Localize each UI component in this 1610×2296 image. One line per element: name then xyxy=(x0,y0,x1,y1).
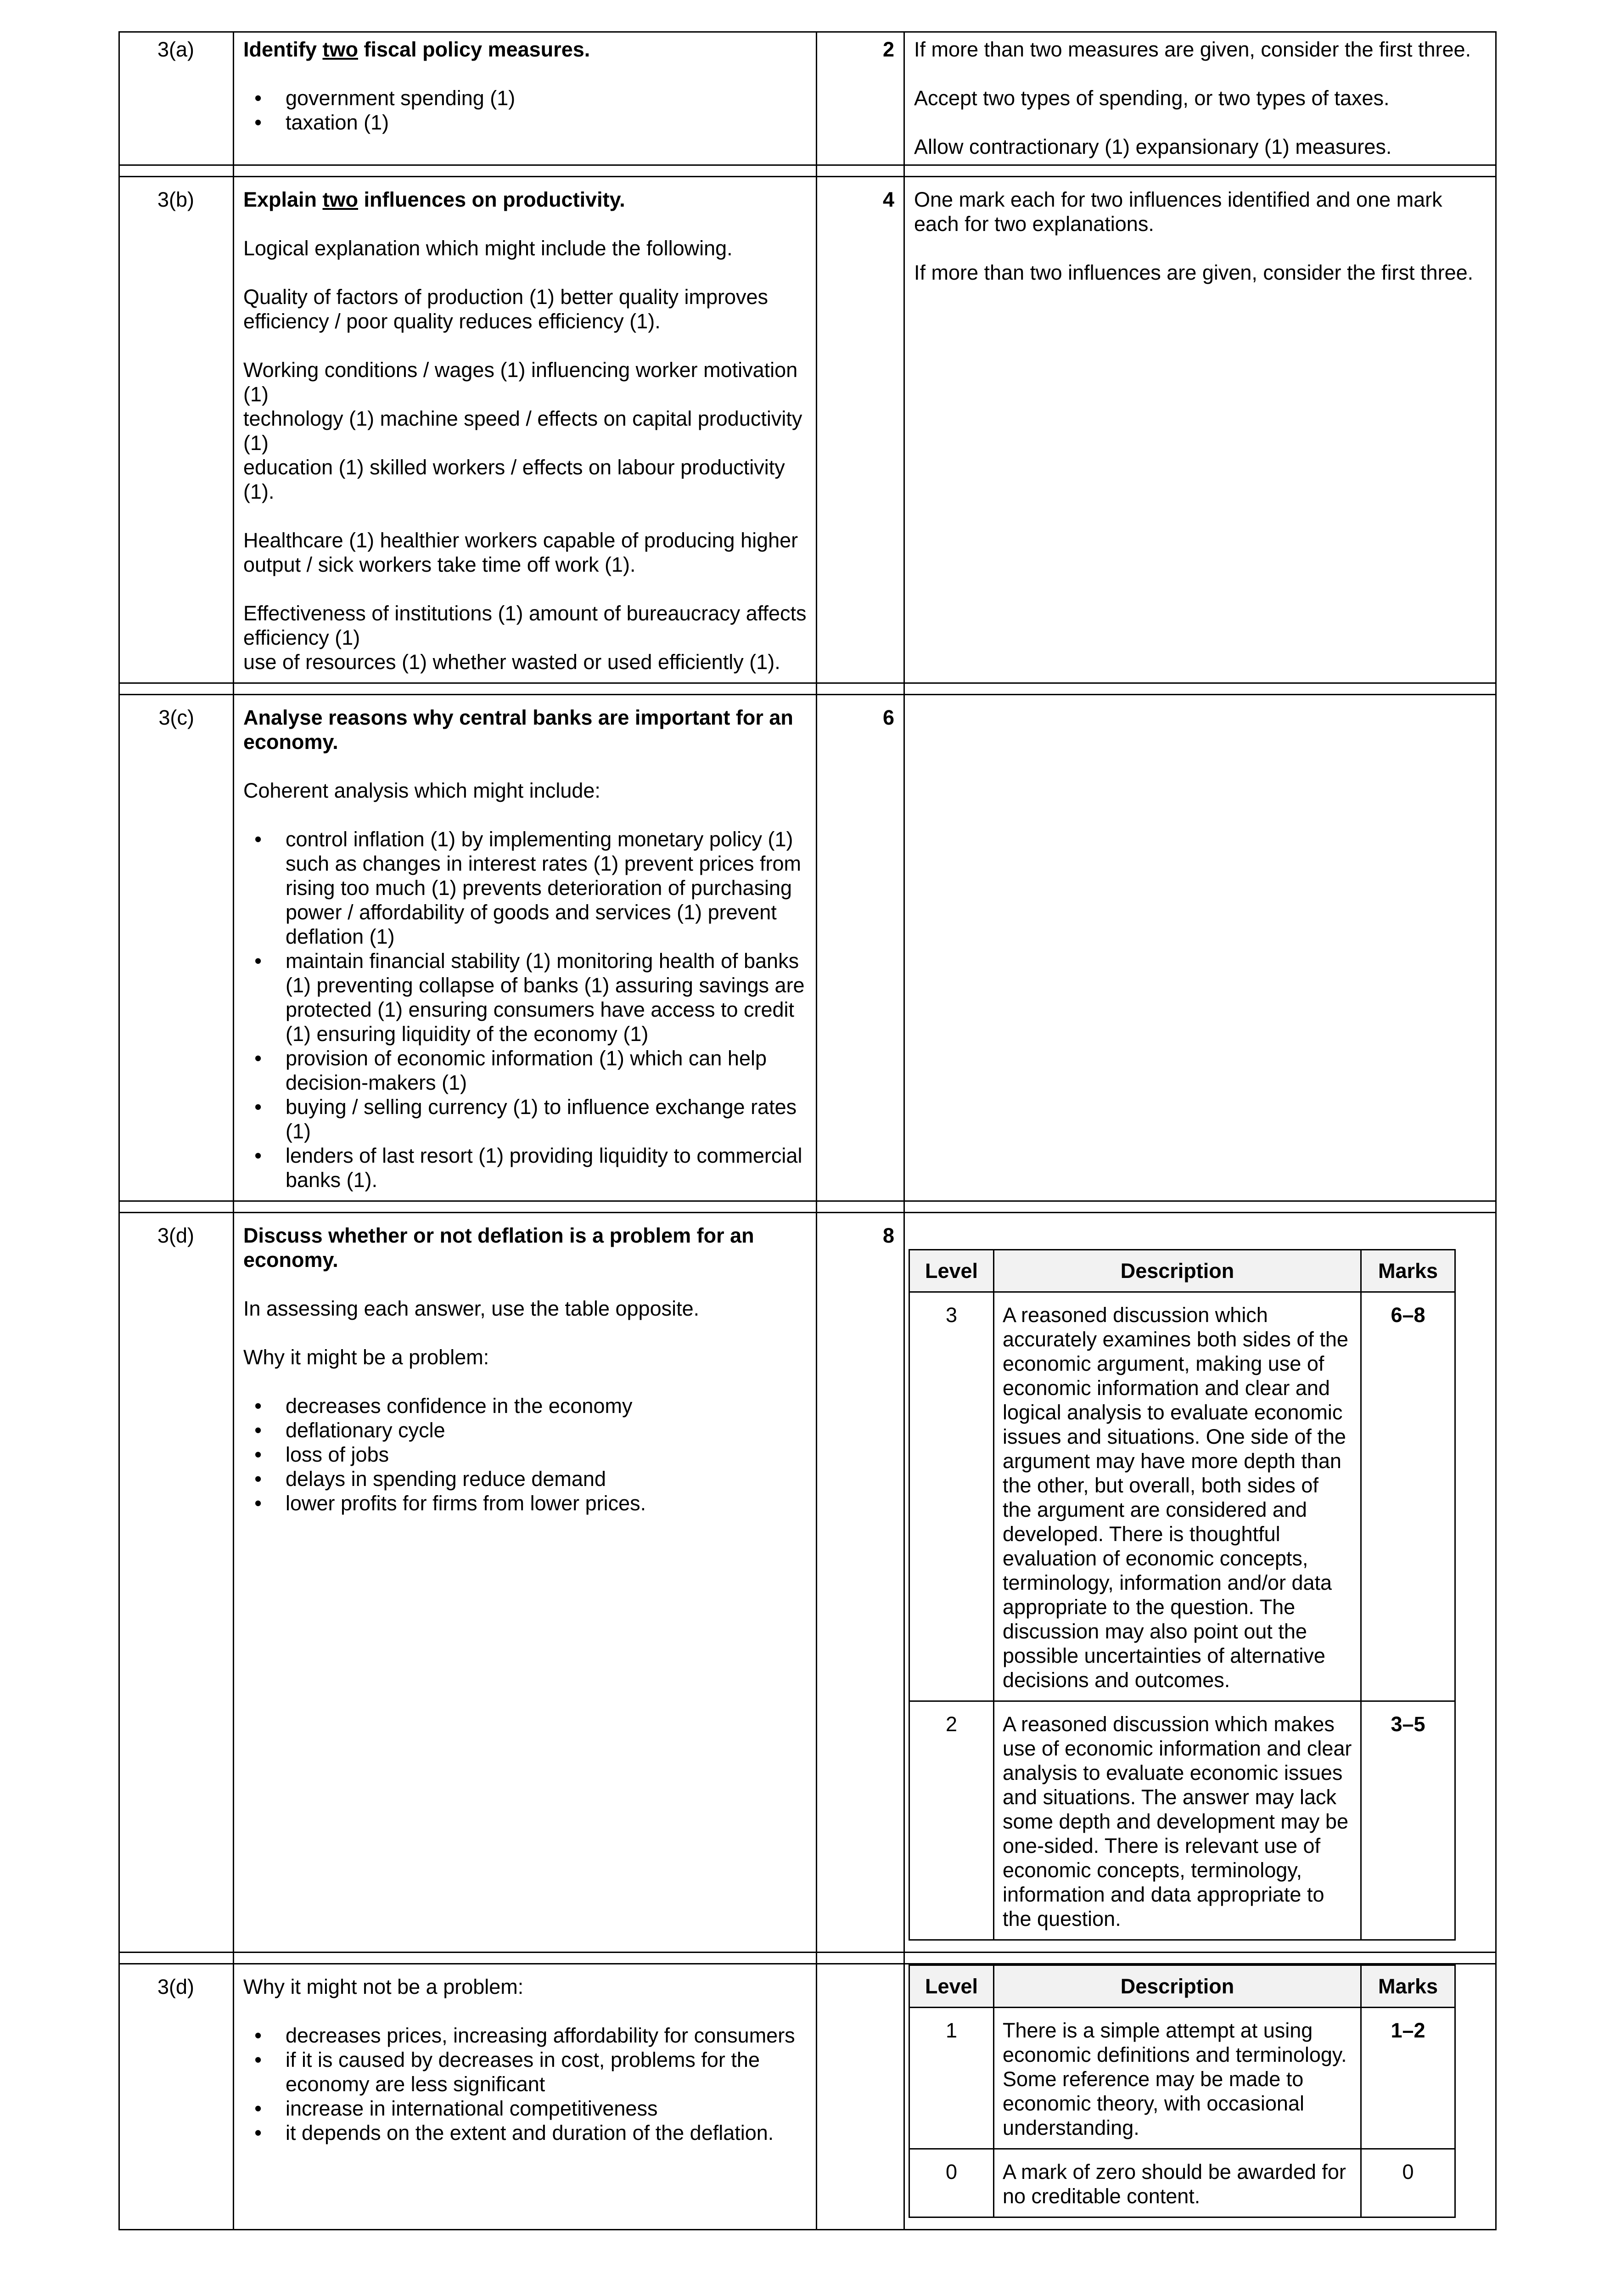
marks: 8 xyxy=(817,1213,904,1953)
question-number: 3(c) xyxy=(119,695,234,1201)
list-item: • taxation (1) xyxy=(286,110,807,135)
level-marks: 1–2 xyxy=(1361,2008,1455,2149)
answer-cell xyxy=(234,32,817,165)
list-item: • increase in international competitiveness xyxy=(286,2096,807,2121)
description-header: Description xyxy=(994,1250,1361,1292)
guidance-cell xyxy=(904,1964,1496,2230)
answer-paragraph: Working conditions / wages (1) influencing worker motivation (1) technology (1) machine speed / effects on capital productivity (1) education (1) skilled workers / effects on labour productivity (1). xyxy=(243,358,802,503)
list-item: • provision of economic information (1) which can help decision-makers (1) xyxy=(286,1046,807,1095)
guidance-text: If more than two influences are given, consider the first three. xyxy=(914,261,1474,284)
level-header: Level xyxy=(909,1965,994,2008)
answer-paragraph: Effectiveness of institutions (1) amount of bureaucracy affects efficiency (1) use of resources (1) whether wasted or used efficiently (1). xyxy=(243,602,807,674)
row-3d xyxy=(119,1213,1496,1953)
level-header: Level xyxy=(909,1250,994,1292)
guidance-cell xyxy=(904,695,1496,1201)
question-number: 3(d) xyxy=(119,1964,234,2230)
level-description: A mark of zero should be awarded for no creditable content. xyxy=(994,2149,1361,2217)
guidance-cell xyxy=(904,177,1496,683)
list-item: • lower profits for firms from lower prices. xyxy=(286,1491,807,1515)
list-item: • delays in spending reduce demand xyxy=(286,1467,807,1491)
level-row xyxy=(909,1701,1455,1940)
row-3b xyxy=(119,177,1496,683)
marks: 6 xyxy=(817,695,904,1201)
list-item: • loss of jobs xyxy=(286,1442,807,1467)
row-3d-continued xyxy=(119,1964,1496,2230)
mark-scheme xyxy=(118,31,1495,2230)
marks-header: Marks xyxy=(1361,1250,1455,1292)
guidance-cell xyxy=(904,1213,1496,1953)
answer-list xyxy=(243,86,807,135)
level-table-header xyxy=(909,1250,1455,1292)
question-text: Identify two fiscal policy measures. xyxy=(243,38,590,61)
marks-header: Marks xyxy=(1361,1965,1455,2008)
answer-cell xyxy=(234,177,817,683)
list-item: • buying / selling currency (1) to influence exchange rates (1) xyxy=(286,1095,807,1143)
level-marks: 3–5 xyxy=(1361,1701,1455,1940)
list-item: • decreases prices, increasing affordability for consumers xyxy=(286,2023,807,2048)
subheading: Why it might not be a problem: xyxy=(243,1975,524,1998)
level-table xyxy=(909,1249,1456,1941)
level-table xyxy=(909,1964,1456,2218)
marks: 2 xyxy=(817,32,904,165)
intro-text: Coherent analysis which might include: xyxy=(243,779,600,802)
list-item: • maintain financial stability (1) monitoring health of banks (1) preventing collapse of banks (1) assuring savings are protected (1) ensuring consumers have access to credit (1) ensuring liquidity of the economy (1) xyxy=(286,949,807,1046)
question-number: 3(a) xyxy=(119,32,234,165)
intro-text: Logical explanation which might include the following. xyxy=(243,236,733,260)
intro-text: In assessing each answer, use the table opposite. xyxy=(243,1297,700,1320)
list-item: • lenders of last resort (1) providing liquidity to commercial banks (1). xyxy=(286,1143,807,1192)
list-item: • decreases confidence in the economy xyxy=(286,1394,807,1418)
row-separator xyxy=(119,165,1496,177)
description-header: Description xyxy=(994,1965,1361,2008)
guidance-text: If more than two measures are given, consider the first three. xyxy=(914,38,1471,61)
level-description: A reasoned discussion which accurately examines both sides of the economic argument, making use of economic information and clear and logical analysis to evaluate economic issues and situations. One side of the argument may have more depth than the other, but overall, both sides of the argument are considered and developed. There is thoughtful evaluation of economic concepts, terminology, information and/or data appropriate to the question. The discussion may also point out the possible uncertainties of alternative decisions and outcomes. xyxy=(994,1292,1361,1701)
mark-scheme-table xyxy=(118,31,1497,2230)
answer-list xyxy=(243,827,807,1192)
answer-list xyxy=(243,1394,807,1515)
list-item: • it depends on the extent and duration of the deflation. xyxy=(286,2121,807,2145)
guidance-cell xyxy=(904,32,1496,165)
subheading: Why it might be a problem: xyxy=(243,1345,489,1369)
level-marks: 6–8 xyxy=(1361,1292,1455,1701)
marks xyxy=(817,1964,904,2230)
answer-cell xyxy=(234,1213,817,1953)
row-separator xyxy=(119,1201,1496,1213)
question-text: Analyse reasons why central banks are important for an economy. xyxy=(243,706,793,754)
list-item: • government spending (1) xyxy=(286,86,807,110)
question-number: 3(b) xyxy=(119,177,234,683)
guidance-text: One mark each for two influences identified and one mark each for two explanations. xyxy=(914,188,1442,236)
level-number: 0 xyxy=(909,2149,994,2217)
list-item: • deflationary cycle xyxy=(286,1418,807,1442)
level-description: A reasoned discussion which makes use of economic information and clear analysis to evaluate economic issues and situations. The answer may lack some depth and development may be one-sided. There is relevant use of economic concepts, terminology, information and data appropriate to the question. xyxy=(994,1701,1361,1940)
list-item: • if it is caused by decreases in cost, problems for the economy are less significant xyxy=(286,2048,807,2096)
row-3c xyxy=(119,695,1496,1201)
level-number: 1 xyxy=(909,2008,994,2149)
row-separator xyxy=(119,1953,1496,1964)
list-item: • control inflation (1) by implementing monetary policy (1) such as changes in interest rates (1) prevent prices from rising too much (1) prevents deterioration of purchasing power / affordability of goods and services (1) prevent deflation (1) xyxy=(286,827,807,949)
level-row xyxy=(909,1292,1455,1701)
level-description: There is a simple attempt at using economic definitions and terminology. Some reference may be made to economic theory, with occasional understanding. xyxy=(994,2008,1361,2149)
marks: 4 xyxy=(817,177,904,683)
level-number: 3 xyxy=(909,1292,994,1701)
level-row xyxy=(909,2008,1455,2149)
question-text: Discuss whether or not deflation is a problem for an economy. xyxy=(243,1224,754,1272)
level-number: 2 xyxy=(909,1701,994,1940)
question-text: Explain two influences on productivity. xyxy=(243,188,625,211)
answer-list xyxy=(243,2023,807,2145)
guidance-text: Accept two types of spending, or two types of taxes. xyxy=(914,86,1390,110)
answer-cell xyxy=(234,1964,817,2230)
answer-paragraph: Quality of factors of production (1) better quality improves efficiency / poor quality reduces efficiency (1). xyxy=(243,285,769,333)
row-3a xyxy=(119,32,1496,165)
row-separator xyxy=(119,683,1496,695)
guidance-text: Allow contractionary (1) expansionary (1) measures. xyxy=(914,135,1392,158)
question-number: 3(d) xyxy=(119,1213,234,1953)
level-marks: 0 xyxy=(1361,2149,1455,2217)
answer-cell xyxy=(234,695,817,1201)
answer-paragraph: Healthcare (1) healthier workers capable of producing higher output / sick workers take time off work (1). xyxy=(243,529,798,576)
level-row xyxy=(909,2149,1455,2217)
level-table-header xyxy=(909,1965,1455,2008)
